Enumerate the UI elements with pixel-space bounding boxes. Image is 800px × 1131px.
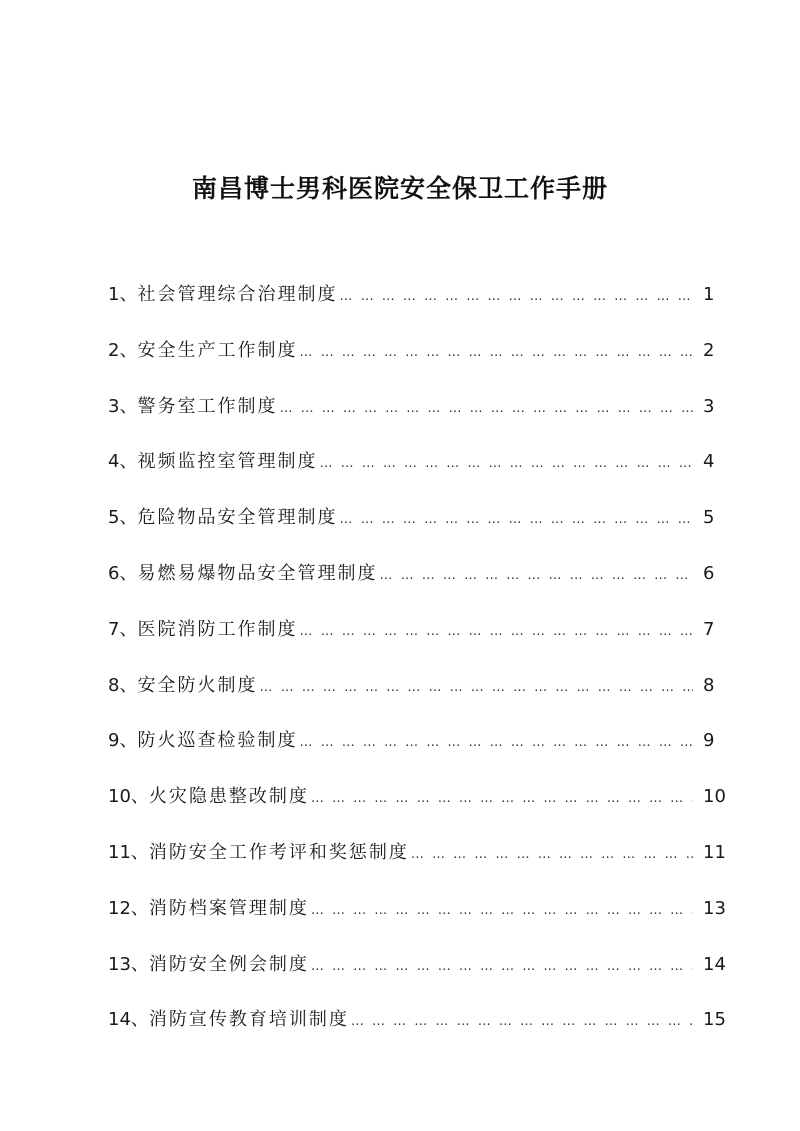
toc-dot-leader [311,959,693,974]
toc-entry-number: 11、 [108,841,149,863]
toc-entry-title: 安全防火制度 [137,674,258,696]
toc-entry[interactable] [108,726,713,782]
toc-entry-page: 10 [703,786,726,808]
toc-dot-leader [311,903,693,918]
toc-dot-leader [339,289,693,304]
toc-dot-leader [259,680,693,695]
toc-dot-leader [311,791,693,806]
toc-entry-title: 消防安全例会制度 [148,953,309,975]
toc-entry[interactable] [108,447,713,503]
toc-entry-title: 医院消防工作制度 [137,618,298,640]
toc-dot-leader [299,624,693,639]
toc-entry-title: 易燃易爆物品安全管理制度 [137,562,378,584]
toc-entry-title: 消防宣传教育培训制度 [148,1009,349,1031]
toc-entry-page: 1 [703,284,715,305]
toc-entry-title: 火灾隐患整改制度 [148,786,309,808]
toc-entry-page: 6 [703,562,715,584]
toc-entry-number: 4、 [108,451,138,473]
toc-entry-number: 12、 [108,897,149,919]
toc-entry-number: 13、 [108,953,149,975]
toc-entry-page: 14 [703,953,726,975]
toc-entry-page: 7 [703,618,715,640]
toc-entry-number: 14、 [108,1009,149,1031]
toc-entry[interactable] [108,503,713,559]
toc-dot-leader [351,1014,693,1029]
toc-entry-title: 消防安全工作考评和奖惩制度 [148,841,409,863]
toc-dot-leader [319,456,693,471]
toc-entry-number: 5、 [108,507,138,529]
toc-dot-leader [279,401,693,416]
toc-entry-page: 5 [703,507,715,529]
toc-entry[interactable] [108,336,713,392]
toc-entry-title: 社会管理综合治理制度 [137,284,338,305]
toc-dot-leader [411,847,693,862]
toc-entry-number: 10、 [108,786,149,808]
toc-entry[interactable] [108,950,726,1006]
toc-entry[interactable] [108,280,713,336]
toc-entry-page: 4 [703,451,715,473]
toc-entry-title: 安全生产工作制度 [137,339,298,361]
toc-entry[interactable] [108,838,726,894]
toc-entry-number: 3、 [108,395,138,417]
toc-entry[interactable] [108,894,726,950]
toc-entry-page: 9 [703,730,715,752]
toc-dot-leader [299,345,693,360]
toc-entry-page: 8 [703,674,715,696]
toc-entry-number: 9、 [108,730,138,752]
toc-entry-page: 13 [703,897,726,919]
toc-entry-number: 7、 [108,618,138,640]
document-title: 南昌博士男科医院安全保卫工作手册 [191,173,608,203]
toc-entry-page: 15 [703,1009,726,1031]
toc-entry-page: 3 [703,395,715,417]
toc-entry[interactable] [108,671,713,727]
toc-dot-leader [379,568,693,583]
toc-entry-number: 2、 [108,339,138,361]
toc-dot-leader [339,512,693,527]
toc-entry-number: 8、 [108,674,138,696]
toc-entry-number: 1、 [108,284,138,305]
toc-entry-number: 6、 [108,562,138,584]
toc-entry[interactable] [108,615,713,671]
toc-entry[interactable] [108,559,713,615]
toc-entry-title: 警务室工作制度 [137,395,278,417]
toc-entry[interactable] [108,782,726,838]
toc-entry[interactable] [108,392,713,448]
toc-dot-leader [299,735,693,750]
table-of-contents [108,280,726,1061]
toc-entry-title: 防火巡查检验制度 [137,730,298,752]
toc-entry[interactable] [108,1005,726,1061]
toc-entry-page: 11 [703,841,726,863]
toc-entry-page: 2 [703,339,715,361]
toc-entry-title: 视频监控室管理制度 [137,451,318,473]
toc-entry-title: 危险物品安全管理制度 [137,507,338,529]
toc-entry-title: 消防档案管理制度 [148,897,309,919]
